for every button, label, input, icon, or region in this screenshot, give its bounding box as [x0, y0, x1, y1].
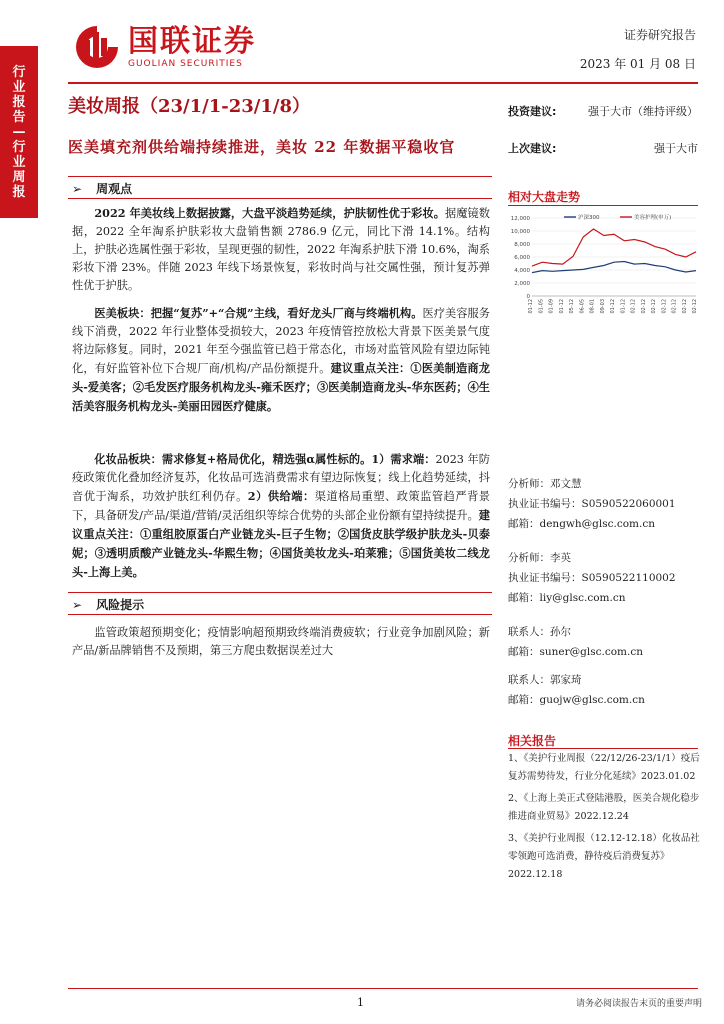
company-logo [74, 24, 256, 70]
tab-char: 业 [12, 154, 26, 170]
section-divider [68, 592, 492, 593]
x-tick-label: 02-12 [692, 299, 698, 314]
guolian-logo-icon [74, 24, 120, 70]
tab-char: 周 [12, 169, 26, 185]
analyst-block [508, 548, 676, 608]
x-tick-label: 09-03 [599, 299, 606, 314]
analyst-name: 李英 [550, 552, 571, 564]
section-title: 周观点 [96, 182, 133, 196]
footer-divider [68, 988, 698, 989]
analyst-label: 分析师： [508, 478, 550, 490]
chart-title: 相对大盘走势 [508, 190, 581, 204]
x-tick-label: 02-12 [661, 299, 668, 314]
x-tick-label: 08-01 [589, 299, 596, 314]
para-text: 监管政策超预期变化；疫情影响超预期致终端消费疲软；行业竞争加剧风险；新产品/新品牌销售不及预期，第三方爬虫数据误差过大 [72, 626, 490, 657]
report-date: 2023 年 01 月 08 日 [579, 57, 696, 71]
x-tick-label: 01-09 [548, 299, 555, 314]
legend-label: 美容护理(申万) [634, 215, 672, 221]
section-heading-risk [72, 596, 144, 613]
analyst-email[interactable]: dengwh@glsc.com.cn [539, 518, 655, 530]
related-report-item[interactable]: 2、《上海上美正式登陆港股，医美合规化稳步推进商业贸易》2022.12.24 [508, 793, 700, 822]
x-tick-label: 02-12 [630, 299, 637, 314]
report-category-tab [0, 46, 38, 218]
x-tick-label: 01-12 [558, 299, 565, 314]
cert-label: 执业证书编号： [508, 572, 582, 584]
mail-label: 邮箱： [508, 518, 540, 530]
para-bold: 2）供给端： [247, 489, 315, 503]
contact-label: 联系人： [508, 626, 550, 638]
analyst-block [508, 474, 676, 534]
previous-rating-label: 上次建议: [508, 142, 557, 155]
tab-char: 行 [12, 139, 26, 155]
y-tick-label: 12,000 [510, 216, 530, 222]
report-type: 证券研究报告 [623, 28, 696, 42]
x-tick-label: 05-12 [569, 299, 575, 314]
related-report-item[interactable]: 3、《美护行业周报（12.12-12.18）化妆品社零领跑可选消费，静待疫后消费复苏》2022.12.18 [508, 833, 700, 880]
header-divider [68, 82, 698, 84]
y-tick-label: 6,000 [514, 255, 530, 261]
relative-performance-chart [506, 208, 702, 336]
paragraph-market [72, 204, 490, 295]
x-tick-label: 01-12 [620, 299, 627, 314]
para-bold: 医美板块：把握“复苏”+“合规”主线，看好龙头厂商与终端机构。 [94, 306, 423, 320]
para-bold: 2022 年美妆线上数据披露，大盘平淡趋势延续，护肤韧性优于彩妆。 [94, 206, 445, 220]
rating-label: 投资建议: [508, 105, 557, 118]
related-report-item[interactable]: 1、《美护行业周报（22/12/26-23/1/1）疫后复苏需势待发，行业分化延续》2023.01.02 [508, 753, 700, 782]
logo-english: GUOLIAN SECURITIES [128, 58, 243, 69]
report-subtitle: 医美填充剂供给端持续推进，美妆 22 年数据平稳收官 [68, 138, 456, 156]
para-bold: 化妆品板块：需求修复+格局优化，精选强α属性标的。1）需求端： [94, 452, 436, 466]
cert-label: 执业证书编号： [508, 498, 582, 510]
cert-number: S0590522060001 [581, 498, 676, 510]
paragraph-cosmetics [72, 450, 490, 582]
analyst-label: 分析师： [508, 552, 550, 564]
y-tick-label: 4,000 [514, 268, 530, 274]
previous-rating-value: 强于大市 [654, 142, 698, 155]
related-reports-title: 相关报告 [508, 734, 557, 748]
x-tick-label: 01-12 [528, 299, 534, 314]
analyst-name: 邓文慧 [550, 478, 582, 490]
para-bold: ①重组胶原蛋白产业链龙头-巨子生物；②国货皮肤学级护肤龙头-贝泰妮；③透明质酸产业链龙头-华熙生物；④国货美妆龙头-珀莱雅；⑤国货美妆二线龙头-上海上美。 [72, 527, 490, 579]
y-tick-label: 8,000 [514, 242, 530, 248]
logo-chinese: 国联证券 [128, 23, 256, 59]
section-divider [68, 198, 492, 199]
contact-email[interactable]: suner@glsc.com.cn [539, 646, 643, 658]
tab-char: 业 [12, 79, 26, 95]
report-title: 美妆周报（23/1/1-23/1/8） [68, 96, 310, 117]
contact-name: 郭家琦 [550, 674, 582, 686]
tab-char: — [12, 124, 26, 140]
contact-name: 孙尔 [550, 626, 571, 638]
para-text: 2023 年防疫政策优化叠加经济复苏，化妆品可选消费需求有望边际恢复；线上化趋势延续，抖音优于淘系，功效护肤红利仍存。 [72, 453, 490, 503]
y-tick-label: 10,000 [510, 229, 530, 235]
cert-number: S0590522110002 [581, 572, 676, 584]
tab-char: 告 [12, 109, 26, 125]
para-text: 渠道格局重塑、政策监管趋严背景下，具备研发/产品/渠道/营销/灵活组织等综合优势的头部企业份额有望持续提升。 [72, 490, 490, 522]
rating-value: 强于大市（维持评级） [588, 105, 698, 118]
tab-char: 报 [12, 184, 26, 200]
para-text: 据魔镜数据，2022 全年淘系护肤彩妆大盘销售额 2786.9 亿元，同比下滑 14.1%。结构上，护肤必选属性强于彩妆，呈现更强的韧性，2022 年淘系护肤下滑 10.6%，淘系彩妆下滑 23%。伴随 2023 年线下场景恢复，彩妆时尚与社交属性强，预计复苏弹性优于护肤。 [72, 207, 490, 292]
section-divider [68, 176, 492, 177]
related-divider [508, 748, 698, 749]
contact-label: 联系人： [508, 674, 550, 686]
chart-divider [508, 205, 698, 206]
footer-disclaimer: 请务必阅读报告末页的重要声明 [575, 999, 702, 1009]
paragraph-medical-aesthetics [72, 304, 490, 416]
page-number: 1 [357, 996, 364, 1009]
analyst-email[interactable]: liy@glsc.com.cn [539, 592, 626, 604]
contact-block [508, 622, 643, 662]
section-heading-view [72, 180, 132, 197]
para-text: 医疗美容服务线下消费，2022 年行业整体受损较大，2023 年疫情管控放松大背景下医美景气度将边际修复。同时，2021 年至今强监管已趋于常态化，市场对监管风险有望边际钝化，有好监管补位下合规厂商/机构/产品份额提升。 [72, 307, 490, 375]
contact-block [508, 670, 645, 710]
tab-char: 报 [12, 94, 26, 110]
y-tick-label: 0 [526, 294, 530, 300]
legend-label: 沪深300 [578, 215, 600, 221]
mail-label: 邮箱： [508, 592, 540, 604]
x-tick-label: 02-12 [671, 299, 678, 314]
investment-rating [508, 103, 698, 119]
para-bold: 建议重点关注： [72, 508, 490, 541]
x-tick-label: 06-05 [579, 299, 586, 314]
x-tick-label: 02-12 [681, 299, 688, 314]
mail-label: 邮箱： [508, 694, 540, 706]
x-tick-label: 01-12 [610, 299, 616, 314]
x-tick-label: 02-12 [640, 299, 647, 314]
arrow-bullet-icon: ➢ [72, 181, 83, 196]
related-reports-list [508, 750, 700, 888]
x-tick-label: 02-12 [651, 299, 657, 314]
x-tick-label: 01-05 [538, 299, 545, 314]
previous-rating [508, 140, 698, 156]
paragraph-risk [72, 624, 490, 660]
mail-label: 邮箱： [508, 646, 540, 658]
section-title: 风险提示 [96, 598, 145, 612]
y-tick-label: 2,000 [514, 281, 530, 287]
para-bold: ①医美制造商龙头-爱美客；②毛发医疗服务机构龙头-雍禾医疗；③医美制造商龙头-华东医药；④生活美容服务机构龙头-美丽田园医疗健康。 [72, 361, 490, 413]
contact-email[interactable]: guojw@glsc.com.cn [539, 694, 645, 706]
section-divider [68, 614, 492, 615]
series-line [532, 229, 696, 266]
tab-char: 行 [12, 64, 26, 80]
arrow-bullet-icon: ➢ [72, 597, 83, 612]
para-bold: 建议重点关注： [330, 361, 411, 375]
